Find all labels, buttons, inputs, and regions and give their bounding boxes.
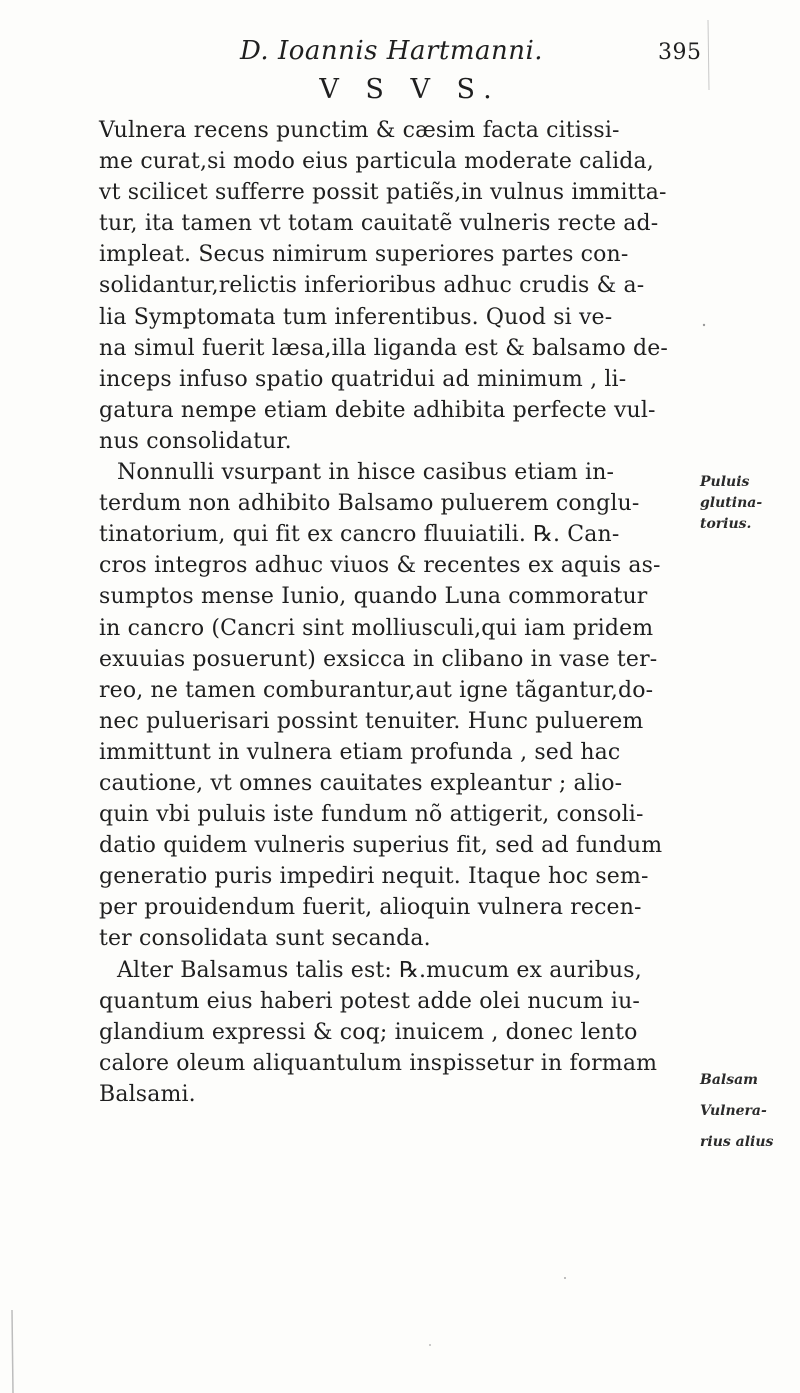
text-line: datio quidem vulneris superius fit, sed ad fundum — [99, 833, 663, 859]
text-line: glandium expressi & coq; inuicem , donec lento — [99, 1019, 638, 1045]
margin-note: Puluis — [700, 474, 750, 490]
text-line: quantum eius haberi potest adde olei nucum iu- — [99, 988, 641, 1014]
margin-note: Vulnera- — [700, 1103, 767, 1119]
text-line: inceps infuso spatio quatridui ad minimum , li- — [99, 366, 627, 392]
text-line: terdum non adhibito Balsamo puluerem conglu- — [99, 491, 640, 517]
text-line: cautione, vt omnes cauitates expleantur ; alio- — [99, 770, 623, 796]
text-line: tur, ita tamen vt totam cauitatẽ vulneris recte ad- — [99, 211, 659, 237]
text-line: sumptos mense Iunio, quando Luna commoratur — [99, 584, 648, 610]
margin-note: rius alius — [700, 1134, 774, 1150]
text-line: reo, ne tamen comburantur,aut igne tãgantur,do- — [99, 677, 654, 703]
text-line: impleat. Secus nimirum superiores partes con- — [99, 242, 629, 268]
text-line: ter consolidata sunt secanda. — [99, 926, 431, 952]
text-line: immittunt in vulnera etiam profunda , sed hac — [99, 739, 621, 765]
text-line: nus consolidatur. — [99, 428, 292, 454]
text-line: me curat,si modo eius particula moderate calida, — [99, 149, 654, 175]
text-line: quin vbi puluis iste fundum nõ attigerit, consoli- — [99, 802, 644, 828]
margin-note: Balsam — [700, 1072, 758, 1088]
text-line: Vulnera recens punctim & cæsim facta citissi- — [99, 118, 620, 143]
text-line: lia Symptomata tum inferentibus. Quod si ve- — [99, 304, 613, 330]
page-number: 395 — [658, 40, 702, 65]
margin-note: torius. — [700, 516, 752, 532]
text-line: nec puluerisari possint tenuiter. Hunc puluerem — [99, 708, 644, 734]
text-line: Balsami. — [99, 1081, 196, 1107]
text-line: gatura nempe etiam debite adhibita perfecte vul- — [99, 397, 656, 423]
text-line: Nonnulli vsurpant in hisce casibus etiam in- — [117, 460, 615, 486]
text-line: Alter Balsamus talis est: ℞.mucum ex auribus, — [117, 957, 642, 983]
text-line: exuuias posuerunt) exsicca in clibano in vase ter- — [99, 646, 658, 672]
section-title: V S V S. — [319, 74, 501, 105]
margin-note: glutina- — [700, 495, 763, 511]
text-line: vt scilicet sufferre possit patiẽs,in vulnus immitta- — [99, 180, 667, 206]
text-line: calore oleum aliquantulum inspissetur in formam — [99, 1050, 658, 1076]
text-line: na simul fuerit læsa,illa liganda est & balsamo de- — [99, 335, 668, 361]
text-line: in cancro (Cancri sint molliusculi,qui iam pridem — [99, 615, 654, 641]
text-line: generatio puris impediri nequit. Itaque hoc sem- — [99, 864, 649, 890]
text-line: cros integros adhuc viuos & recentes ex aquis as- — [99, 553, 661, 579]
text-line: tinatorium, qui fit ex cancro fluuiatili. ℞. Can- — [99, 522, 620, 548]
text-line: solidantur,relictis inferioribus adhuc crudis & a- — [99, 273, 645, 299]
text-line: per prouidendum fuerit, alioquin vulnera recen- — [99, 895, 642, 921]
running-title: D. Ioannis Hartmanni. — [240, 36, 544, 66]
